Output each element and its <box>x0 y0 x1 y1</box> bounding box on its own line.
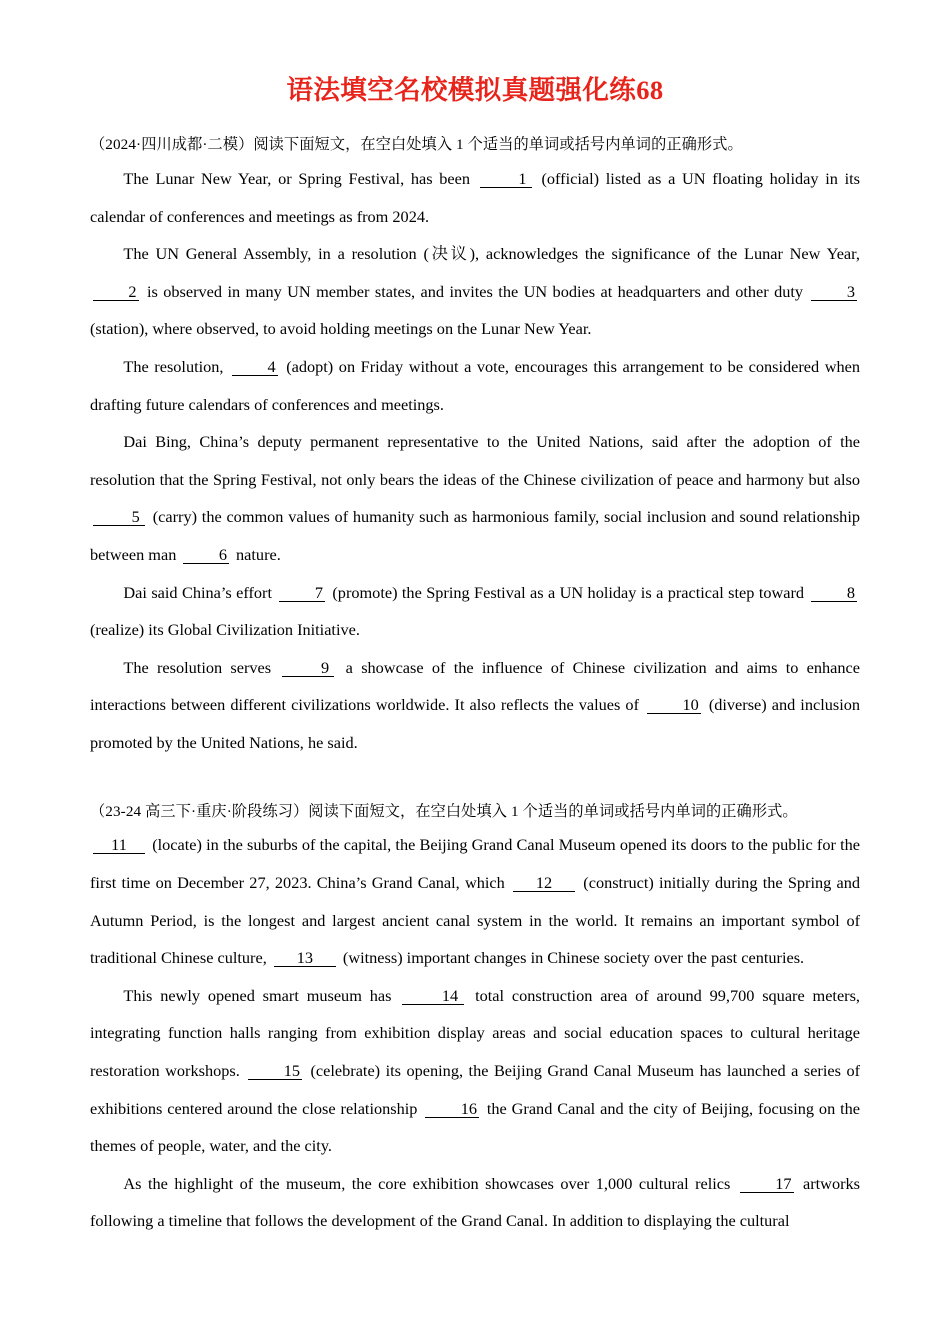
paragraph-p5 <box>90 574 860 649</box>
paragraph-text: (carry) the common values of humanity such as harmonious family, social inclusion and sound relationship between man <box>90 507 860 564</box>
paragraph-text: (diverse) and inclusion promoted by the United Nations, he said. <box>90 695 861 752</box>
paragraph-text: As the highlight of the museum, the core exhibition showcases over 1,000 cultural relics <box>123 1173 737 1193</box>
answer-blank-3[interactable]: 3 <box>811 283 857 301</box>
paragraph-text: is observed in many UN member states, and invites the UN bodies at headquarters and other duty <box>141 281 809 301</box>
paragraph-text: Dai Bing, China’s deputy permanent representative to the United Nations, said after the adoption of the resolution that the Spring Festival, not only bears the ideas of the Chinese civilization of peace and harmony but also <box>90 432 860 489</box>
answer-blank-13[interactable]: 13 <box>274 949 336 967</box>
paragraph-text: (celebrate) its opening, the Beijing Grand Canal Museum has launched a series of exhibitions centered around the close relationship <box>90 1060 861 1118</box>
paragraph-p3 <box>90 348 860 423</box>
paragraph-p6 <box>90 649 860 762</box>
paragraph-text: artworks following a timeline that follows the development of the Grand Canal. In addition to displaying the cultural <box>90 1173 860 1231</box>
answer-blank-4[interactable]: 4 <box>232 358 278 376</box>
paragraph-p2 <box>90 235 860 348</box>
paragraph-text: The resolution, <box>123 356 230 376</box>
answer-blank-12[interactable]: 12 <box>513 874 575 892</box>
page-title: 语法填空名校模拟真题强化练68 <box>286 75 664 105</box>
paragraph-p1 <box>90 160 860 235</box>
passage-source-line-2: （23-24 高三下·重庆·阶段练习）阅读下面短文，在空白处填入 1 个适当的单词或括号内单词的正确形式。 <box>90 802 798 820</box>
answer-blank-2[interactable]: 2 <box>93 283 139 301</box>
paragraph-text: (locate) in the suburbs of the capital, the Beijing Grand Canal Museum opened its doors to the public for the first time on December 27, 2023. China’s Grand Canal, which <box>90 835 860 892</box>
paragraph-text: (station), where observed, to avoid holding meetings on the Lunar New Year. <box>90 319 592 339</box>
answer-blank-17[interactable]: 17 <box>740 1175 794 1193</box>
paragraph-text: (adopt) on Friday without a vote, encourages this arrangement to be considered when drafting future calendars of conferences and meetings. <box>90 356 860 414</box>
passage-separator <box>90 762 860 798</box>
answer-blank-6[interactable]: 6 <box>183 546 229 564</box>
paragraph-p4 <box>90 423 860 573</box>
paragraph-text: (promote) the Spring Festival as a UN holiday is a practical step toward <box>327 582 809 602</box>
answer-blank-14[interactable]: 14 <box>402 987 464 1005</box>
paragraph-p8 <box>90 977 860 1165</box>
passage-source-line-1: （2024·四川成都·二模）阅读下面短文，在空白处填入 1 个适当的单词或括号内单词的正确形式。 <box>90 136 743 154</box>
answer-blank-5[interactable]: 5 <box>93 508 145 526</box>
answer-blank-15[interactable]: 15 <box>248 1062 302 1080</box>
paragraph-text: nature. <box>231 544 281 564</box>
paragraph-text: (official) listed as a UN floating holiday in its calendar of conferences and meetings as from 2024. <box>90 169 860 226</box>
paragraph-text: The resolution serves <box>123 657 280 677</box>
answer-blank-16[interactable]: 16 <box>425 1100 479 1118</box>
paragraph-text: (construct) initially during the Spring and Autumn Period, is the longest and largest ancient canal system in the world. It remains an important symbol of traditional Chinese culture, <box>90 872 861 968</box>
answer-blank-8[interactable]: 8 <box>811 584 857 602</box>
paragraph-text: (realize) its Global Civilization Initiative. <box>90 620 360 640</box>
answer-blank-1[interactable]: 1 <box>480 170 532 188</box>
paragraph-p7 <box>90 826 860 976</box>
paragraph-p9 <box>90 1165 860 1240</box>
paragraph-text: the Grand Canal and the city of Beijing, focusing on the themes of people, water, and the city. <box>90 1098 860 1156</box>
paragraph-text: (witness) important changes in Chinese society over the past centuries. <box>338 948 805 968</box>
answer-blank-11[interactable]: 11 <box>93 836 145 854</box>
paragraph-text: total construction area of around 99,700 square meters, integrating function halls ranging from exhibition display areas and social education spaces to cultural heritage restoration workshops. <box>90 985 861 1080</box>
answer-blank-10[interactable]: 10 <box>647 696 701 714</box>
answer-blank-7[interactable]: 7 <box>279 584 325 602</box>
paragraph-text: a showcase of the influence of Chinese civilization and aims to enhance interactions between different civilizations worldwide. It also reflects the values of <box>90 657 860 715</box>
answer-blank-9[interactable]: 9 <box>282 659 334 677</box>
paragraph-text: Dai said China’s effort <box>123 582 277 602</box>
document-body <box>90 107 860 1240</box>
paragraph-text: The Lunar New Year, or Spring Festival, has been <box>123 169 477 188</box>
paragraph-text: The UN General Assembly, in a resolution (决议), acknowledges the significance of the Lunar New Year, <box>123 244 860 264</box>
paragraph-text: This newly opened smart museum has <box>123 985 400 1005</box>
